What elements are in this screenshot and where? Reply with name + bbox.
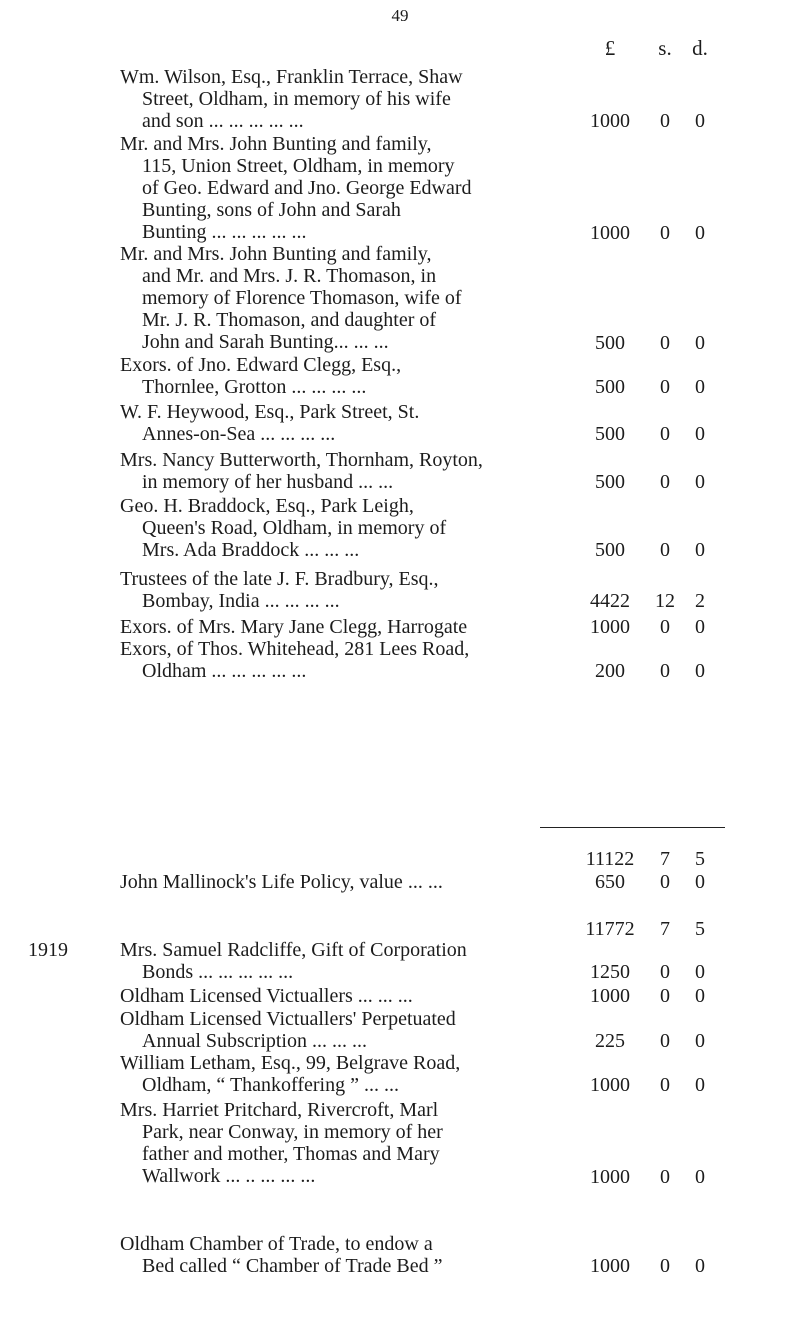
description-line: in memory of her husband ... ... — [142, 471, 394, 493]
entry-description — [120, 133, 575, 243]
description-line: Trustees of the late J. F. Bradbury, Esq., — [120, 568, 439, 590]
pence-amount: 0 — [695, 1074, 705, 1097]
page-number: 49 — [391, 6, 409, 25]
description-line: Exors. of Mrs. Mary Jane Clegg, Harrogate — [120, 616, 468, 638]
entry-description — [120, 1099, 575, 1187]
description-line: Bunting ... ... ... ... ... — [142, 221, 307, 243]
description-line: Mr. and Mrs. John Bunting and family, — [120, 133, 432, 155]
description-line: Oldham Licensed Victuallers ... ... ... — [120, 985, 413, 1007]
total-rule — [540, 827, 725, 828]
description-line: and son ... ... ... ... ... — [142, 110, 304, 132]
year-label: 1919 — [28, 939, 68, 961]
entry-description — [120, 243, 575, 353]
pounds-amount: 500 — [595, 539, 625, 562]
description-line: Bonds ... ... ... ... ... — [142, 961, 294, 983]
description-line: and Mr. and Mrs. J. R. Thomason, in — [142, 265, 437, 287]
shillings-amount: 0 — [660, 1074, 670, 1097]
shillings-amount: 0 — [660, 331, 670, 354]
shillings-amount: 0 — [660, 110, 670, 133]
description-line: Bunting, sons of John and Sarah — [142, 199, 401, 221]
description-line: Park, near Conway, in memory of her — [142, 1121, 443, 1143]
description-line: Oldham Licensed Victuallers' Perpetuated — [120, 1008, 456, 1030]
description-line: of Geo. Edward and Jno. George Edward — [142, 177, 472, 199]
entry-description — [120, 939, 575, 983]
description-line: Mrs. Samuel Radcliffe, Gift of Corporation — [120, 939, 467, 961]
pounds-amount: 650 — [595, 871, 625, 893]
entry-description — [120, 871, 575, 893]
entry-description — [120, 568, 575, 612]
description-line: Wallwork ... .. ... ... ... — [142, 1165, 316, 1187]
description-line: Mrs. Nancy Butterworth, Thornham, Royton, — [120, 449, 483, 471]
pence-amount: 0 — [695, 221, 705, 244]
pence-amount: 0 — [695, 985, 705, 1007]
entry-description — [120, 401, 575, 445]
pounds-amount: 500 — [595, 331, 625, 354]
description-line: Exors, of Thos. Whitehead, 281 Lees Road, — [120, 638, 470, 660]
entry-description — [120, 1008, 575, 1052]
description-line: Bombay, India ... ... ... ... — [142, 590, 340, 612]
pounds-amount: 1000 — [590, 1074, 630, 1097]
pence-amount: 0 — [695, 1255, 705, 1278]
pounds-amount: 1000 — [590, 985, 630, 1007]
pounds-amount: 11772 — [585, 918, 635, 940]
description-line: Mr. and Mrs. John Bunting and family, — [120, 243, 432, 265]
pence-amount: 0 — [695, 331, 705, 354]
shillings-amount: 0 — [660, 539, 670, 562]
description-line: Annes-on-Sea ... ... ... ... — [142, 423, 336, 445]
pounds-amount: 225 — [595, 1030, 625, 1053]
shillings-amount: 7 — [660, 848, 670, 870]
description-line: Mrs. Harriet Pritchard, Rivercroft, Marl — [120, 1099, 439, 1121]
shillings-amount: 0 — [660, 471, 670, 494]
shillings-amount: 12 — [655, 590, 675, 613]
pence-amount: 0 — [695, 539, 705, 562]
shillings-header: s. — [658, 36, 672, 60]
pounds-amount: 1250 — [590, 961, 630, 984]
pence-amount: 5 — [695, 918, 705, 940]
description-line: Wm. Wilson, Esq., Franklin Terrace, Shaw — [120, 66, 463, 88]
shillings-amount: 0 — [660, 423, 670, 446]
description-line: Thornlee, Grotton ... ... ... ... — [142, 376, 367, 398]
pence-amount: 0 — [695, 110, 705, 133]
entry-description — [120, 638, 575, 682]
entry-description — [120, 616, 575, 638]
pounds-amount: 1000 — [590, 1255, 630, 1278]
shillings-amount: 0 — [660, 1165, 670, 1188]
description-line: John Mallinock's Life Policy, value ... ... — [120, 871, 443, 893]
pounds-amount: 1000 — [590, 110, 630, 133]
pence-amount: 0 — [695, 1165, 705, 1188]
pence-amount: 5 — [695, 848, 705, 870]
shillings-amount: 0 — [660, 376, 670, 399]
description-line: Annual Subscription ... ... ... — [142, 1030, 367, 1052]
description-line: John and Sarah Bunting... ... ... — [142, 331, 389, 353]
pence-amount: 0 — [695, 1030, 705, 1053]
pence-amount: 0 — [695, 871, 705, 893]
pence-amount: 0 — [695, 616, 705, 638]
pence-header: d. — [692, 36, 708, 60]
pounds-amount: 1000 — [590, 1165, 630, 1188]
description-line: William Letham, Esq., 99, Belgrave Road, — [120, 1052, 461, 1074]
shillings-amount: 0 — [660, 1030, 670, 1053]
pence-amount: 0 — [695, 660, 705, 683]
shillings-amount: 0 — [660, 660, 670, 683]
description-line: memory of Florence Thomason, wife of — [142, 287, 462, 309]
pounds-amount: 500 — [595, 471, 625, 494]
description-line: Bed called “ Chamber of Trade Bed ” — [142, 1255, 443, 1277]
description-line: Queen's Road, Oldham, in memory of — [142, 517, 447, 539]
entry-description — [120, 985, 575, 1007]
pence-amount: 0 — [695, 961, 705, 984]
description-line: 115, Union Street, Oldham, in memory — [142, 155, 455, 177]
entry-description — [120, 354, 575, 398]
pounds-amount: 11122 — [585, 848, 635, 870]
shillings-amount: 0 — [660, 1255, 670, 1278]
shillings-amount: 0 — [660, 616, 670, 638]
pounds-amount: 200 — [595, 660, 625, 683]
description-line: Geo. H. Braddock, Esq., Park Leigh, — [120, 495, 414, 517]
pounds-amount: 500 — [595, 376, 625, 399]
entry-description — [120, 66, 575, 132]
pence-amount: 2 — [695, 590, 705, 613]
shillings-amount: 0 — [660, 221, 670, 244]
entry-description — [120, 495, 575, 561]
entry-description — [120, 1233, 575, 1277]
shillings-amount: 7 — [660, 918, 670, 940]
description-line: Oldham, “ Thankoffering ” ... ... — [142, 1074, 399, 1096]
pounds-header: £ — [604, 36, 616, 60]
description-line: Exors. of Jno. Edward Clegg, Esq., — [120, 354, 402, 376]
entry-description — [120, 449, 575, 493]
pounds-amount: 500 — [595, 423, 625, 446]
shillings-amount: 0 — [660, 985, 670, 1007]
description-line: Street, Oldham, in memory of his wife — [142, 88, 451, 110]
pounds-amount: 1000 — [590, 221, 630, 244]
description-line: Mrs. Ada Braddock ... ... ... — [142, 539, 360, 561]
description-line: Oldham ... ... ... ... ... — [142, 660, 307, 682]
pounds-amount: 1000 — [590, 616, 630, 638]
entry-description — [120, 1052, 575, 1096]
description-line: W. F. Heywood, Esq., Park Street, St. — [120, 401, 420, 423]
shillings-amount: 0 — [660, 871, 670, 893]
description-line: father and mother, Thomas and Mary — [142, 1143, 440, 1165]
pence-amount: 0 — [695, 471, 705, 494]
pence-amount: 0 — [695, 423, 705, 446]
pounds-amount: 4422 — [590, 590, 630, 613]
description-line: Oldham Chamber of Trade, to endow a — [120, 1233, 433, 1255]
pence-amount: 0 — [695, 376, 705, 399]
shillings-amount: 0 — [660, 961, 670, 984]
description-line: Mr. J. R. Thomason, and daughter of — [142, 309, 437, 331]
